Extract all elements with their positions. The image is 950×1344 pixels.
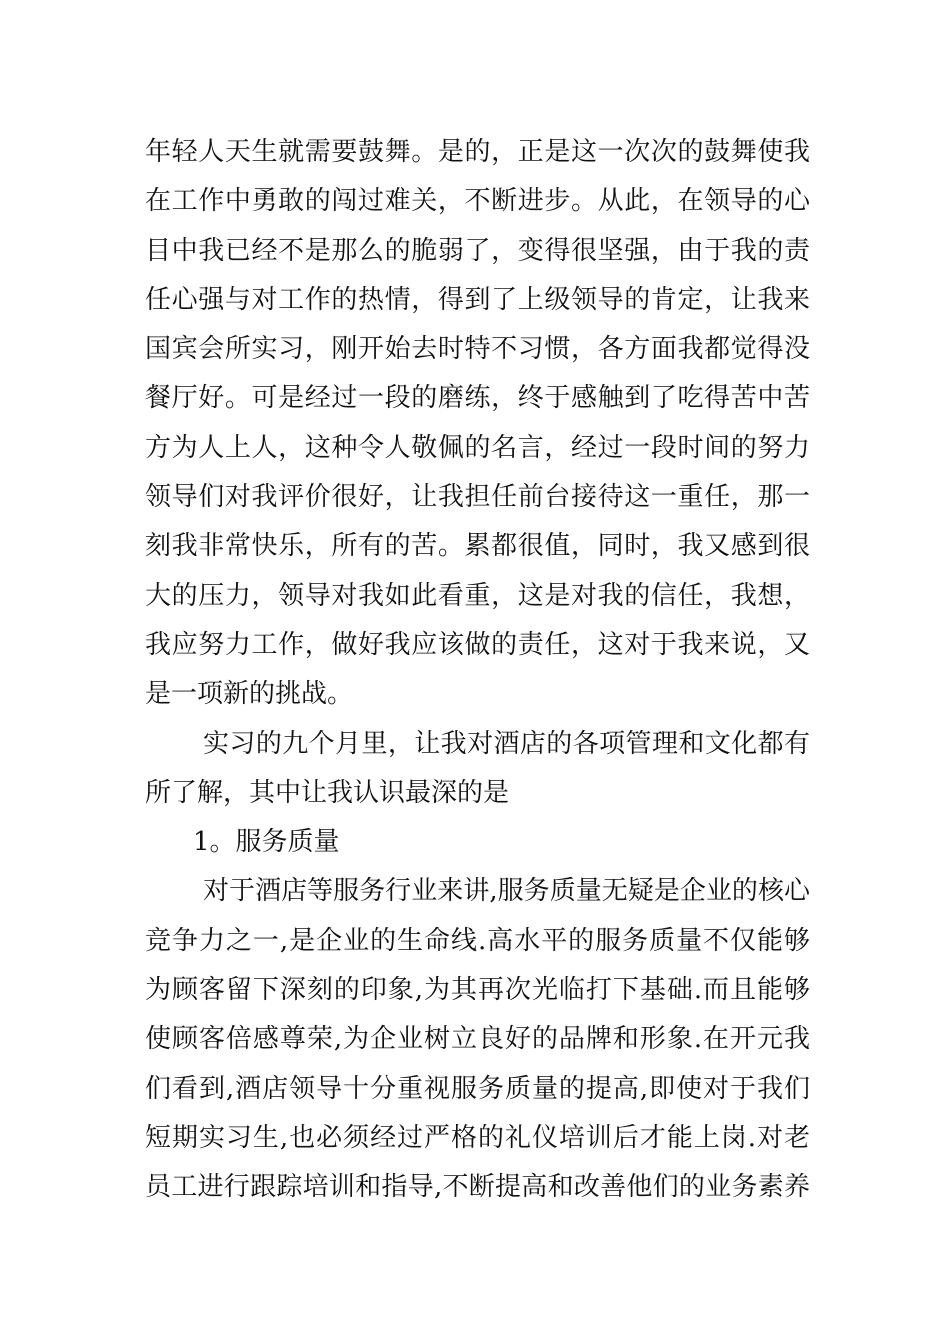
text-line: 们看到,酒店领导十分重视服务质量的提高,即使对于我们 — [145, 1073, 810, 1104]
text-line: 领导们对我评价很好，让我担任前台接待这一重任，那一 — [145, 482, 810, 513]
text-line: 方为人上人，这种令人敬佩的名言，经过一段时间的努力 — [145, 432, 810, 463]
text-line: 在工作中勇敢的闯过难关，不断进步。从此，在领导的心 — [145, 186, 810, 217]
text-line: 国宾会所实习，刚开始去时特不习惯，各方面我都觉得没 — [145, 334, 810, 365]
section-heading — [145, 818, 810, 867]
text-line: 刻我非常快乐，所有的苦。累都很值，同时，我又感到很 — [145, 531, 810, 562]
text-line: 餐厅好。可是经过一段的磨练，终于感触到了吃得苦中苦 — [145, 383, 810, 414]
text-line: 短期实习生,也必须经过严格的礼仪培训后才能上岗.对老 — [145, 1122, 810, 1153]
text-line: 任心强与对工作的热情，得到了上级领导的肯定，让我来 — [145, 284, 810, 315]
text-line: 为顾客留下深刻的印象,为其再次光临打下基础.而且能够 — [145, 975, 810, 1006]
text-line: 大的压力，领导对我如此看重，这是对我的信任，我想， — [145, 580, 810, 611]
text-line: 实习的九个月里，让我对酒店的各项管理和文化都有 — [203, 728, 810, 759]
paragraph-3 — [145, 867, 810, 1212]
paragraph-2 — [145, 720, 810, 819]
text-line: 年轻人天生就需要鼓舞。是的，正是这一次次的鼓舞使我 — [145, 137, 810, 167]
text-line: 所了解，其中让我认识最深的是 — [145, 777, 510, 808]
text-line: 对于酒店等服务行业来讲,服务质量无疑是企业的核心 — [203, 876, 810, 907]
text-line: 目中我已经不是那么的脆弱了，变得很坚强，由于我的责 — [145, 235, 810, 266]
text-line: 我应努力工作，做好我应该做的责任，这对于我来说，又 — [145, 629, 810, 660]
text-line: 竞争力之一,是企业的生命线.高水平的服务质量不仅能够 — [145, 925, 810, 956]
text-line: 是一项新的挑战。 — [145, 679, 354, 710]
document-text — [145, 128, 810, 1213]
paragraph-1 — [145, 128, 810, 720]
text-line: 使顾客倍感尊荣,为企业树立良好的品牌和形象.在开元我 — [145, 1024, 810, 1055]
heading-service-quality: 1。服务质量 — [193, 827, 340, 858]
text-line: 员工进行跟踪培训和指导,不断提高和改善他们的业务素养 — [145, 1172, 810, 1203]
